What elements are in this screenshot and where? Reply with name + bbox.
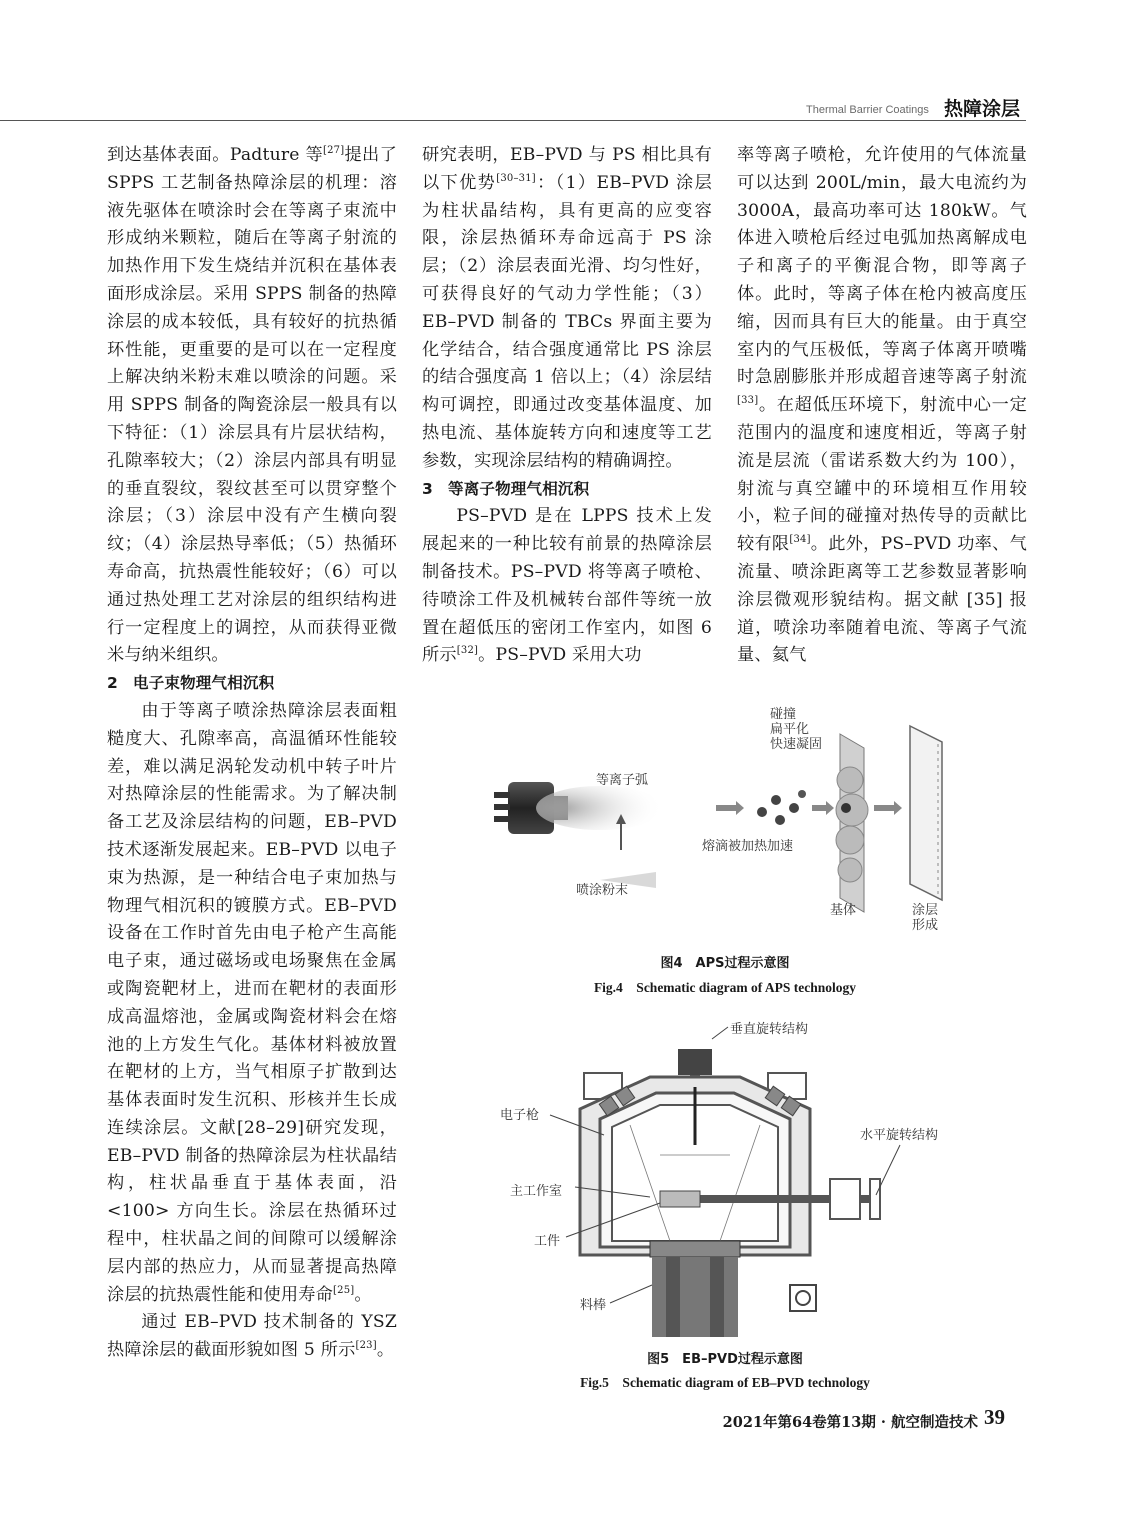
label-substrate: 基体 [830,903,857,918]
label-impact: 碰撞 [770,707,797,722]
label-formed: 形成 [912,918,939,933]
label-flatten: 扁平化 [770,722,810,737]
paragraph: 由于等离子喷涂热障涂层表面粗糙度大、孔隙率高，高温循环性能较差，难以满足涡轮发动机中转子叶片对热障涂层的性能需求。为了解决制备工艺及涂层结构的问题，EB–PVD 技术逐渐发展起来。EB–PVD 以电子束为热源，是一种结合电子束加热与物理气相沉积的镀膜方式。EB–PVD 设备在工作时首先由电子枪产生高能电子束，通过磁场或电场聚焦在金属或陶瓷靶材上，进而在靶材的表面形成高温熔池，金属或陶瓷材料会在熔池的上方发生气化。基体材料被放置在靶材的上方，当气相原子扩散到达基体表面时发生沉积、形核并生长成连续涂层。文献[28–29]研究发现，EB–PVD 制备的热障涂层为柱状晶结构，柱状晶垂直于基体表面，沿 <100> 方向生长。涂层在热循环过程中，柱状晶之间的间隙可以缓解涂层内部的热应力，从而显著提高热障涂层的抗热震性能和使用寿命[25]。 [107,700,397,1305]
text-column-3 [737,142,1027,670]
citation: [27] [323,145,345,156]
citation: [30–31] [496,172,536,184]
label-electron-gun: 电子枪 [500,1108,540,1123]
citation: [33] [737,395,759,407]
figure-4-aps-diagram [480,700,980,940]
paragraph: PS–PVD 是在 LPPS 技术上发展起来的一种比较有前景的热障涂层制备技术。PS–PVD 将等离子喷枪、待喷涂工件及机械转台部件等统一放置在超低压的密闭工作室内，如图 6 所示[32]。PS–PVD 采用大功 [422,506,712,666]
citation: [23] [355,1340,377,1352]
journal-title-cn: 热障涂层 [944,98,1021,120]
section-3-heading: 3 等离子物理气相沉积 [422,479,590,498]
header-rule [0,120,1026,121]
citation: [25] [333,1284,355,1296]
label-spray-powder: 喷涂粉末 [576,883,629,898]
coating-panel [910,726,942,900]
journal-title-en: Thermal Barrier Coatings [806,104,929,116]
figure-5-caption-cn: 图5 EB–PVD过程示意图 [647,1352,803,1367]
feed-rods [650,1241,740,1337]
label-vertical-rotation: 垂直旋转结构 [730,1022,809,1037]
label-plasma-arc: 等离子弧 [596,773,649,788]
journal-issue: 2021年第64卷第13期 · 航空制造技术 [722,1414,978,1431]
droplets [757,790,806,825]
figure-5-caption-en: Fig.5 Schematic diagram of EB–PVD technology [580,1375,870,1390]
paragraph: 研究表明，EB–PVD 与 PS 相比具有以下优势[30–31]：（1）EB–PVD 涂层为柱状晶结构，具有更高的应变容限，涂层热循环寿命远高于 PS 涂层；（2）涂层表面光滑、均匀性好，可获得良好的气动力学性能；（3）EB–PVD 制备的 TBCs 界面主要为化学结合，结合强度通常比 PS 涂层的结合强度高 1 倍以上；（4）涂层结构可调控，即通过改变基体温度、加热电流、基体旋转方向和速度等工艺参数，实现涂层结构的精确调控。 [422,145,712,471]
label-coating: 涂层 [912,903,939,918]
label-solidify: 快速凝固 [770,737,823,752]
paragraph: 到达基体表面。Padture 等[27]提出了 SPPS 工艺制备热障涂层的机理：溶液先驱体在喷涂时会在等离子束流中形成纳米颗粒，随后在等离子射流的加热作用下发生烧结并沉积在基体表面形成涂层。采用 SPPS 制备的热障涂层的成本较低，具有较好的抗热循环性能，更重要的是可以在一定程度上解决纳米粉末难以喷涂的问题。采用 SPPS 制备的陶瓷涂层一般具有以下特征：（1）涂层具有片层状结构，孔隙率较大；（2）涂层内部具有明显的垂直裂纹，裂纹甚至可以贯穿整个涂层；（3）涂层中没有产生横向裂纹；（4）涂层热导率低；（5）热循环寿命高，抗热震性能较好；（6）可以通过热处理工艺对涂层的组织结构进行一定程度上的调控，从而获得亚微米与纳米组织。 [107,145,397,666]
figure-5-ebpvd-diagram [500,1015,980,1337]
paragraph: 率等离子喷枪，允许使用的气体流量可以达到 200L/min，最大电流约为 3000A，最高功率可达 180kW。气体进入喷枪后经过电弧加热离解成电子和离子的平衡混合物，即等离子体。此时，等离子体在枪内被高度压缩，因而具有巨大的能量。由于真空室内的气压极低，等离子体离开喷嘴时急剧膨胀并形成超音速等离子射流[33]。在超低压环境下，射流中心一定范围内的温度和速度相近，等离子射流是层流（雷诺系数大约为 100），射流与真空罐中的环境相互作用较小，粒子间的碰撞对热传导的贡献比较有限[34]。此外，PS–PVD 功率、气流量、喷涂距离等工艺参数显著影响涂层微观形貌结构。据文献 [35] 报道，喷涂功率随着电流、等离子气流量、氦气 [737,145,1027,666]
citation: [32] [456,645,479,657]
label-main-chamber: 主工作室 [510,1184,563,1199]
citation: [34] [789,534,811,546]
section-2-heading: 2 电子束物理气相沉积 [107,674,275,693]
label-feed-rod: 料棒 [580,1298,607,1313]
label-droplets: 熔滴被加热加速 [702,839,794,854]
figure-4-caption-en: Fig.4 Schematic diagram of APS technology [593,980,857,995]
plasma-arc [536,786,664,830]
figure-4-caption-cn: 图4 APS过程示意图 [660,956,790,971]
arrow-icon [812,801,834,815]
text-column-1 [107,142,397,1365]
label-horizontal-rotation: 水平旋转结构 [860,1128,939,1143]
text-column-2 [422,142,712,670]
label-workpiece: 工件 [534,1234,561,1249]
arrow-icon [874,801,902,815]
page-number: 39 [984,1405,1005,1429]
substrate-splats [836,734,868,912]
paragraph: 通过 EB–PVD 技术制备的 YSZ 热障涂层的截面形貌如图 5 所示[23]。 [107,1312,397,1361]
arrow-icon [716,801,744,815]
